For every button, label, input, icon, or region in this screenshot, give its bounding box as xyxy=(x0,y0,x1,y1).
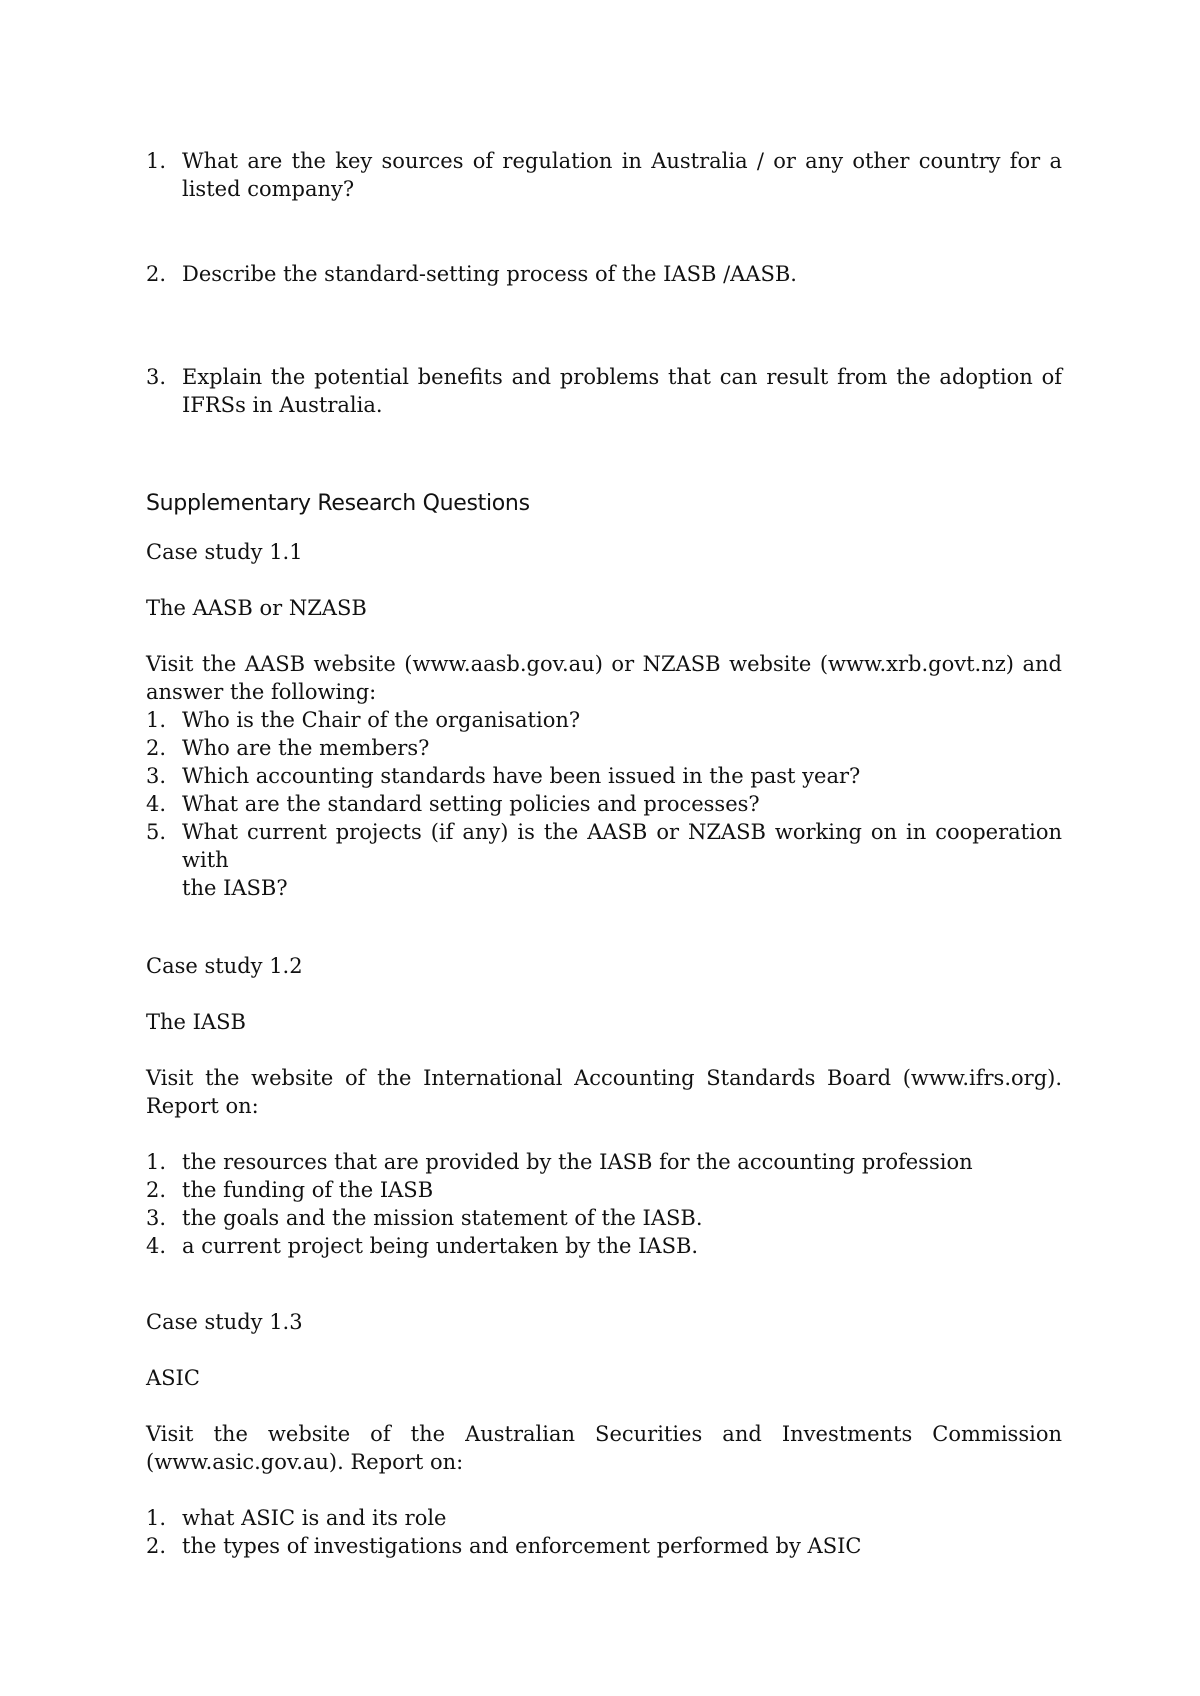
list-text: Who are the members? xyxy=(182,736,430,760)
list-number: 3. xyxy=(146,764,167,788)
case-study-title: Case study 1.3 xyxy=(146,1310,303,1334)
list-number: 2. xyxy=(146,1534,167,1558)
question-text: Describe the standard-setting process of the IASB /AASB. xyxy=(182,262,797,286)
question-number: 3. xyxy=(146,365,167,389)
question-text: What are the key sources of regulation in Australia / or any other country for a listed company? xyxy=(182,149,1062,201)
case-study-title: Case study 1.1 xyxy=(146,540,303,564)
list-text-continuation: the IASB? xyxy=(182,876,288,900)
section-heading: Supplementary Research Questions xyxy=(146,491,530,516)
question-number: 1. xyxy=(146,149,167,173)
case-study-intro: Visit the AASB website (www.aasb.gov.au) or NZASB website (www.xrb.govt.nz) and answer the following: xyxy=(146,652,1062,704)
list-number: 1. xyxy=(146,708,167,732)
question-number: 2. xyxy=(146,262,167,286)
list-number: 1. xyxy=(146,1506,167,1530)
case-study-subject: The IASB xyxy=(146,1010,246,1034)
list-text: What are the standard setting policies and processes? xyxy=(182,792,760,816)
list-number: 4. xyxy=(146,792,167,816)
list-number: 3. xyxy=(146,1206,167,1230)
list-text: the types of investigations and enforcement performed by ASIC xyxy=(182,1534,862,1558)
list-text: the resources that are provided by the IASB for the accounting profession xyxy=(182,1150,973,1174)
list-text: the funding of the IASB xyxy=(182,1178,434,1202)
list-text: Which accounting standards have been issued in the past year? xyxy=(182,764,861,788)
case-study-intro: Visit the website of the Australian Securities and Investments Commission (www.asic.gov.au). Report on: xyxy=(146,1422,1062,1474)
list-text: the goals and the mission statement of the IASB. xyxy=(182,1206,703,1230)
list-number: 2. xyxy=(146,736,167,760)
question-text: Explain the potential benefits and problems that can result from the adoption of IFRSs in Australia. xyxy=(182,365,1062,417)
list-number: 4. xyxy=(146,1234,167,1258)
list-text: What current projects (if any) is the AASB or NZASB working on in cooperation with xyxy=(182,820,1062,872)
list-number: 5. xyxy=(146,820,167,844)
list-number: 2. xyxy=(146,1178,167,1202)
case-study-subject: ASIC xyxy=(146,1366,200,1390)
case-study-title: Case study 1.2 xyxy=(146,954,303,978)
case-study-subject: The AASB or NZASB xyxy=(146,596,367,620)
case-study-intro: Visit the website of the International Accounting Standards Board (www.ifrs.org). Report on: xyxy=(146,1066,1062,1118)
list-text: a current project being undertaken by the IASB. xyxy=(182,1234,699,1258)
list-text: Who is the Chair of the organisation? xyxy=(182,708,581,732)
list-text: what ASIC is and its role xyxy=(182,1506,447,1530)
list-number: 1. xyxy=(146,1150,167,1174)
